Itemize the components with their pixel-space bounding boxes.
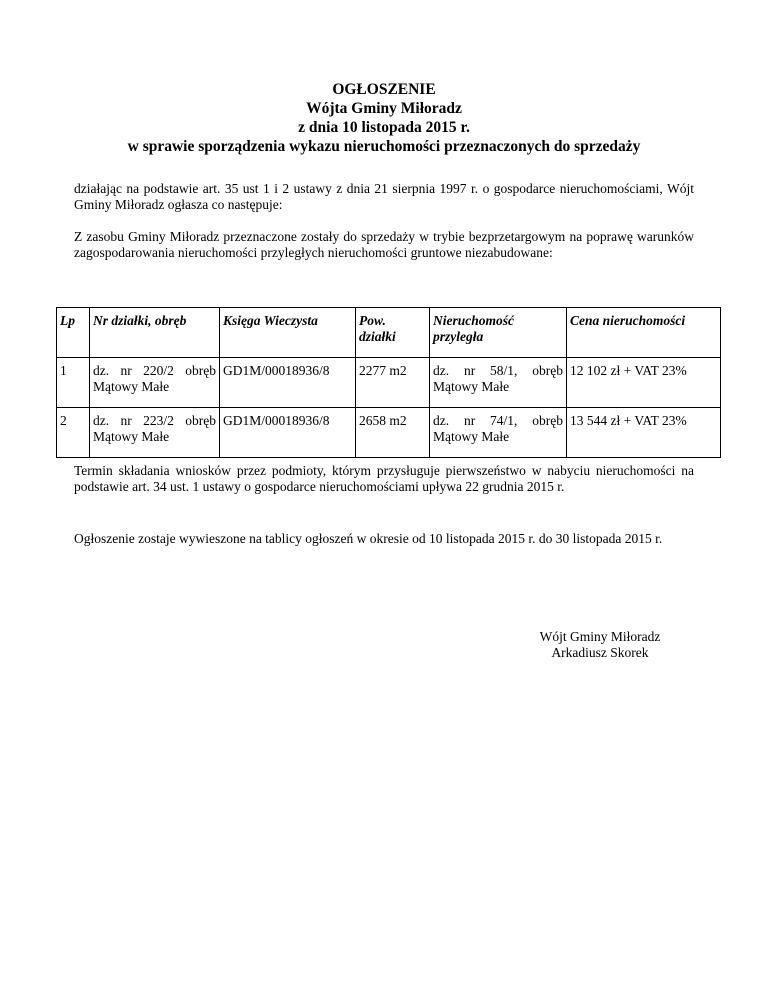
table-row [57,358,721,408]
header-nier-line1: Nieruchomość [433,313,514,328]
table-row [57,408,721,458]
table-header-row [57,308,721,358]
zasob-paragraph: Z zasobu Gminy Miłoradz przeznaczone zostały do sprzedaży w trybie bezprzetargowym na poprawę warunków zagospodarowania nieruchomości przyległych nieruchomości gruntowe niezabudowane: [74,229,694,260]
termin-paragraph: Termin składania wniosków przez podmioty, którym przysługuje pierwszeństwo w nabyciu nieruchomości na podstawie art. 34 ust. 1 ustawy o gospodarce nieruchomościami upływa 22 grudnia 2015 r. [74,463,694,494]
cell-nier-line2: Mątowy Małe [433,429,510,444]
cell-nr-line1: dz. nr 223/2 obręb [93,413,216,428]
cell-nier-line1: dz. nr 74/1, obręb [433,413,563,428]
signature-block [500,629,700,661]
title-line-2: Wójta Gminy Miłoradz [306,100,462,117]
cell-nier-line2: Mątowy Małe [433,379,510,394]
cell-ksiega: GD1M/00018936/8 [220,358,356,408]
cell-nieruchomosc [430,408,567,458]
cell-nieruchomosc [430,358,567,408]
cell-pow: 2658 m2 [356,408,430,458]
cell-cena: 12 102 zł + VAT 23% [567,358,721,408]
title-line-4: w sprawie sporządzenia wykazu nieruchomości przeznaczonych do sprzedaży [127,138,641,155]
signature-title: Wójt Gminy Miłoradz [539,629,661,644]
cell-nr-dzialki [90,358,220,408]
cell-nr-line2: Mątowy Małe [93,429,170,444]
header-nr-dzialki: Nr działki, obręb [90,308,220,358]
ogloszenie-paragraph: Ogłoszenie zostaje wywieszone na tablicy ogłoszeń w okresie od 10 listopada 2015 r. do 30 listopada 2015 r. [74,531,663,546]
cell-lp: 2 [57,408,90,458]
cell-nr-line2: Mątowy Małe [93,379,170,394]
header-nier-line2: przyległa [433,329,484,344]
cell-cena: 13 544 zł + VAT 23% [567,408,721,458]
title-line-1: OGŁOSZENIE [332,81,436,98]
header-lp: Lp [57,308,90,358]
cell-nr-dzialki [90,408,220,458]
cell-pow: 2277 m2 [356,358,430,408]
header-pow-line2: działki [359,329,396,344]
cell-nier-line1: dz. nr 58/1, obręb [433,363,563,378]
document-title [0,80,768,156]
cell-ksiega: GD1M/00018936/8 [220,408,356,458]
header-ksiega: Księga Wieczysta [220,308,356,358]
cell-nr-line1: dz. nr 220/2 obręb [93,363,216,378]
intro-paragraph: działając na podstawie art. 35 ust 1 i 2 ustawy z dnia 21 sierpnia 1997 r. o gospodarce nieruchomościami, Wójt Gminy Miłoradz ogłasza co następuje: [74,181,694,212]
header-cena: Cena nieruchomości [567,308,721,358]
title-line-3: z dnia 10 listopada 2015 r. [298,119,470,136]
cell-lp: 1 [57,358,90,408]
signature-name: Arkadiusz Skorek [551,645,649,660]
header-pow-line1: Pow. [359,313,386,328]
header-nieruchomosc [430,308,567,358]
header-pow [356,308,430,358]
property-table [56,307,721,458]
